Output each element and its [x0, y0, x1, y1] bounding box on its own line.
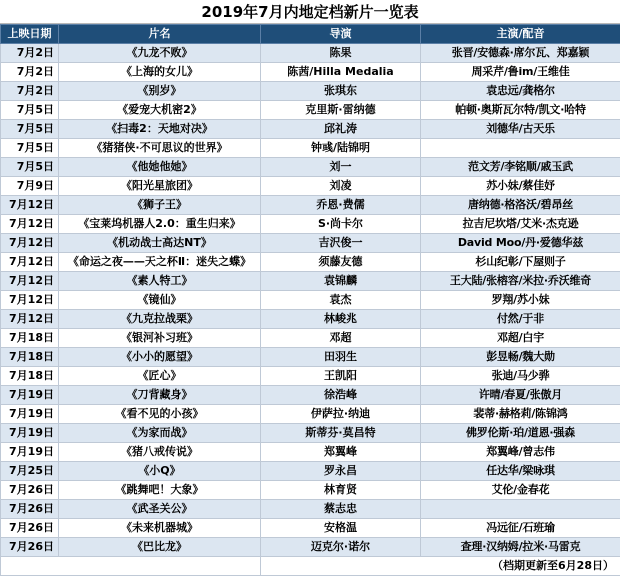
director-cell: 刘一 [261, 158, 421, 177]
cast-cell: 苏小妹/蔡佳妤 [421, 177, 620, 196]
table-row [1, 196, 620, 215]
cast-cell: 拉吉尼坎塔/艾米·杰克逊 [421, 215, 620, 234]
release-date-cell: 7月19日 [1, 443, 59, 462]
table-row [1, 291, 620, 310]
film-title-cell: 《宝莱坞机器人2.0：重生归来》 [59, 215, 261, 234]
cast-cell: 杉山纪彰/下屋则子 [421, 253, 620, 272]
film-title-cell: 《银河补习班》 [59, 329, 261, 348]
film-title-cell: 《为家而战》 [59, 424, 261, 443]
release-date-cell: 7月2日 [1, 82, 59, 101]
director-cell: 伊萨拉·纳迪 [261, 405, 421, 424]
cast-cell: 张迪/马少骅 [421, 367, 620, 386]
table-row [1, 519, 620, 538]
director-cell: 张琪东 [261, 82, 421, 101]
film-title-cell: 《猪八戒传说》 [59, 443, 261, 462]
table-row [1, 215, 620, 234]
cast-cell: 袁忠远/龚格尔 [421, 82, 620, 101]
footer-blank-cell [1, 557, 261, 576]
cast-cell: 王大陆/张榕容/米拉·乔沃维奇 [421, 272, 620, 291]
film-title-cell: 《小小的愿望》 [59, 348, 261, 367]
column-header-cast: 主演/配音 [421, 25, 620, 44]
header-row [1, 25, 620, 44]
release-date-cell: 7月18日 [1, 367, 59, 386]
film-title-cell: 《爱宠大机密2》 [59, 101, 261, 120]
table-row [1, 367, 620, 386]
film-title-cell: 《阳光星旅团》 [59, 177, 261, 196]
director-cell: 林育贤 [261, 481, 421, 500]
update-note: （档期更新至6月28日） [261, 557, 620, 576]
cast-cell [421, 500, 620, 519]
release-date-cell: 7月2日 [1, 63, 59, 82]
director-cell: 须藤友德 [261, 253, 421, 272]
table-row [1, 120, 620, 139]
release-date-cell: 7月5日 [1, 139, 59, 158]
film-title-cell: 《跳舞吧！大象》 [59, 481, 261, 500]
film-title-cell: 《他她他她》 [59, 158, 261, 177]
release-date-cell: 7月12日 [1, 272, 59, 291]
cast-cell: 帕顿·奥斯瓦尔特/凯文·哈特 [421, 101, 620, 120]
film-title-cell: 《刀背藏身》 [59, 386, 261, 405]
release-date-cell: 7月19日 [1, 405, 59, 424]
director-cell: 钟彧/陆锦明 [261, 139, 421, 158]
table-row [1, 310, 620, 329]
table-row [1, 44, 620, 63]
director-cell: 克里斯·雷纳德 [261, 101, 421, 120]
table-row [1, 177, 620, 196]
film-title-cell: 《命运之夜——天之杯Ⅱ：迷失之蝶》 [59, 253, 261, 272]
director-cell: 刘凌 [261, 177, 421, 196]
cast-cell: 查理·汉纳姆/拉米·马雷克 [421, 538, 620, 557]
release-date-cell: 7月18日 [1, 329, 59, 348]
director-cell: 王凯阳 [261, 367, 421, 386]
release-date-cell: 7月5日 [1, 101, 59, 120]
director-cell: 徐浩峰 [261, 386, 421, 405]
table-row [1, 101, 620, 120]
cast-cell: 张晋/安德森·席尔瓦、郑嘉颖 [421, 44, 620, 63]
director-cell: 蔡志忠 [261, 500, 421, 519]
film-title-cell: 《匠心》 [59, 367, 261, 386]
release-table [0, 24, 620, 576]
table-row [1, 272, 620, 291]
cast-cell: 冯远征/石班瑜 [421, 519, 620, 538]
director-cell: 安格温 [261, 519, 421, 538]
film-title-cell: 《看不见的小孩》 [59, 405, 261, 424]
cast-cell: David Moo/丹·爱德华兹 [421, 234, 620, 253]
film-title-cell: 《镜仙》 [59, 291, 261, 310]
table-row [1, 329, 620, 348]
director-cell: S·尚卡尔 [261, 215, 421, 234]
table-row [1, 386, 620, 405]
table-row [1, 500, 620, 519]
director-cell: 郑翼峰 [261, 443, 421, 462]
director-cell: 袁锦麟 [261, 272, 421, 291]
cast-cell [421, 139, 620, 158]
director-cell: 罗永昌 [261, 462, 421, 481]
release-date-cell: 7月9日 [1, 177, 59, 196]
cast-cell: 邓超/白宇 [421, 329, 620, 348]
director-cell: 乔恩·费儒 [261, 196, 421, 215]
director-cell: 邓超 [261, 329, 421, 348]
cast-cell: 范文芳/李铭顺/戚玉武 [421, 158, 620, 177]
table-row [1, 443, 620, 462]
release-date-cell: 7月12日 [1, 253, 59, 272]
cast-cell: 付然/于非 [421, 310, 620, 329]
table-row [1, 424, 620, 443]
release-date-cell: 7月12日 [1, 196, 59, 215]
cast-cell: 罗翔/苏小妹 [421, 291, 620, 310]
release-date-cell: 7月19日 [1, 424, 59, 443]
table-row [1, 158, 620, 177]
release-date-cell: 7月26日 [1, 538, 59, 557]
release-date-cell: 7月25日 [1, 462, 59, 481]
release-date-cell: 7月12日 [1, 234, 59, 253]
column-header-director: 导演 [261, 25, 421, 44]
film-title-cell: 《素人特工》 [59, 272, 261, 291]
column-header-date: 上映日期 [1, 25, 59, 44]
release-date-cell: 7月12日 [1, 310, 59, 329]
release-date-cell: 7月26日 [1, 481, 59, 500]
release-date-cell: 7月5日 [1, 120, 59, 139]
release-date-cell: 7月19日 [1, 386, 59, 405]
cast-cell: 裴蒂·赫格莉/陈锦鸿 [421, 405, 620, 424]
release-date-cell: 7月2日 [1, 44, 59, 63]
film-title-cell: 《小Q》 [59, 462, 261, 481]
cast-cell: 唐纳德·格洛沃/碧昂丝 [421, 196, 620, 215]
film-title-cell: 《别岁》 [59, 82, 261, 101]
cast-cell: 刘德华/古天乐 [421, 120, 620, 139]
table-row [1, 538, 620, 557]
release-date-cell: 7月26日 [1, 519, 59, 538]
release-date-cell: 7月12日 [1, 291, 59, 310]
release-date-cell: 7月26日 [1, 500, 59, 519]
table-row [1, 139, 620, 158]
film-title-cell: 《武圣关公》 [59, 500, 261, 519]
release-date-cell: 7月18日 [1, 348, 59, 367]
footer-row [1, 557, 620, 576]
film-title-cell: 《巴比龙》 [59, 538, 261, 557]
film-title-cell: 《九克拉战栗》 [59, 310, 261, 329]
table-row [1, 234, 620, 253]
cast-cell: 周采芹/鲁im/王维佳 [421, 63, 620, 82]
table-row [1, 462, 620, 481]
table-row [1, 63, 620, 82]
film-title-cell: 《扫毒2：天地对决》 [59, 120, 261, 139]
cast-cell: 任达华/梁咏琪 [421, 462, 620, 481]
director-cell: 斯蒂芬·莫昌特 [261, 424, 421, 443]
table-row [1, 481, 620, 500]
cast-cell: 许晴/春夏/张傲月 [421, 386, 620, 405]
release-date-cell: 7月12日 [1, 215, 59, 234]
release-date-cell: 7月5日 [1, 158, 59, 177]
director-cell: 邱礼涛 [261, 120, 421, 139]
film-title-cell: 《未来机器城》 [59, 519, 261, 538]
director-cell: 田羽生 [261, 348, 421, 367]
cast-cell: 艾伦/金春花 [421, 481, 620, 500]
table-row [1, 405, 620, 424]
film-title-cell: 《狮子王》 [59, 196, 261, 215]
table-row [1, 253, 620, 272]
table-row [1, 82, 620, 101]
director-cell: 林峻兆 [261, 310, 421, 329]
column-header-film: 片名 [59, 25, 261, 44]
cast-cell: 郑翼峰/曾志伟 [421, 443, 620, 462]
director-cell: 迈克尔·诺尔 [261, 538, 421, 557]
director-cell: 陈果 [261, 44, 421, 63]
film-title-cell: 《上海的女儿》 [59, 63, 261, 82]
cast-cell: 佛罗伦斯·珀/道恩·强森 [421, 424, 620, 443]
cast-cell: 彭昱畅/魏大勋 [421, 348, 620, 367]
director-cell: 吉沢俊一 [261, 234, 421, 253]
director-cell: 陈茜/Hilla Medalia [261, 63, 421, 82]
table-row [1, 348, 620, 367]
sheet-title: 2019年7月内地定档新片一览表 [0, 0, 620, 24]
film-title-cell: 《猪猪侠·不可思议的世界》 [59, 139, 261, 158]
film-title-cell: 《九龙不败》 [59, 44, 261, 63]
film-title-cell: 《机动战士高达NT》 [59, 234, 261, 253]
director-cell: 袁杰 [261, 291, 421, 310]
